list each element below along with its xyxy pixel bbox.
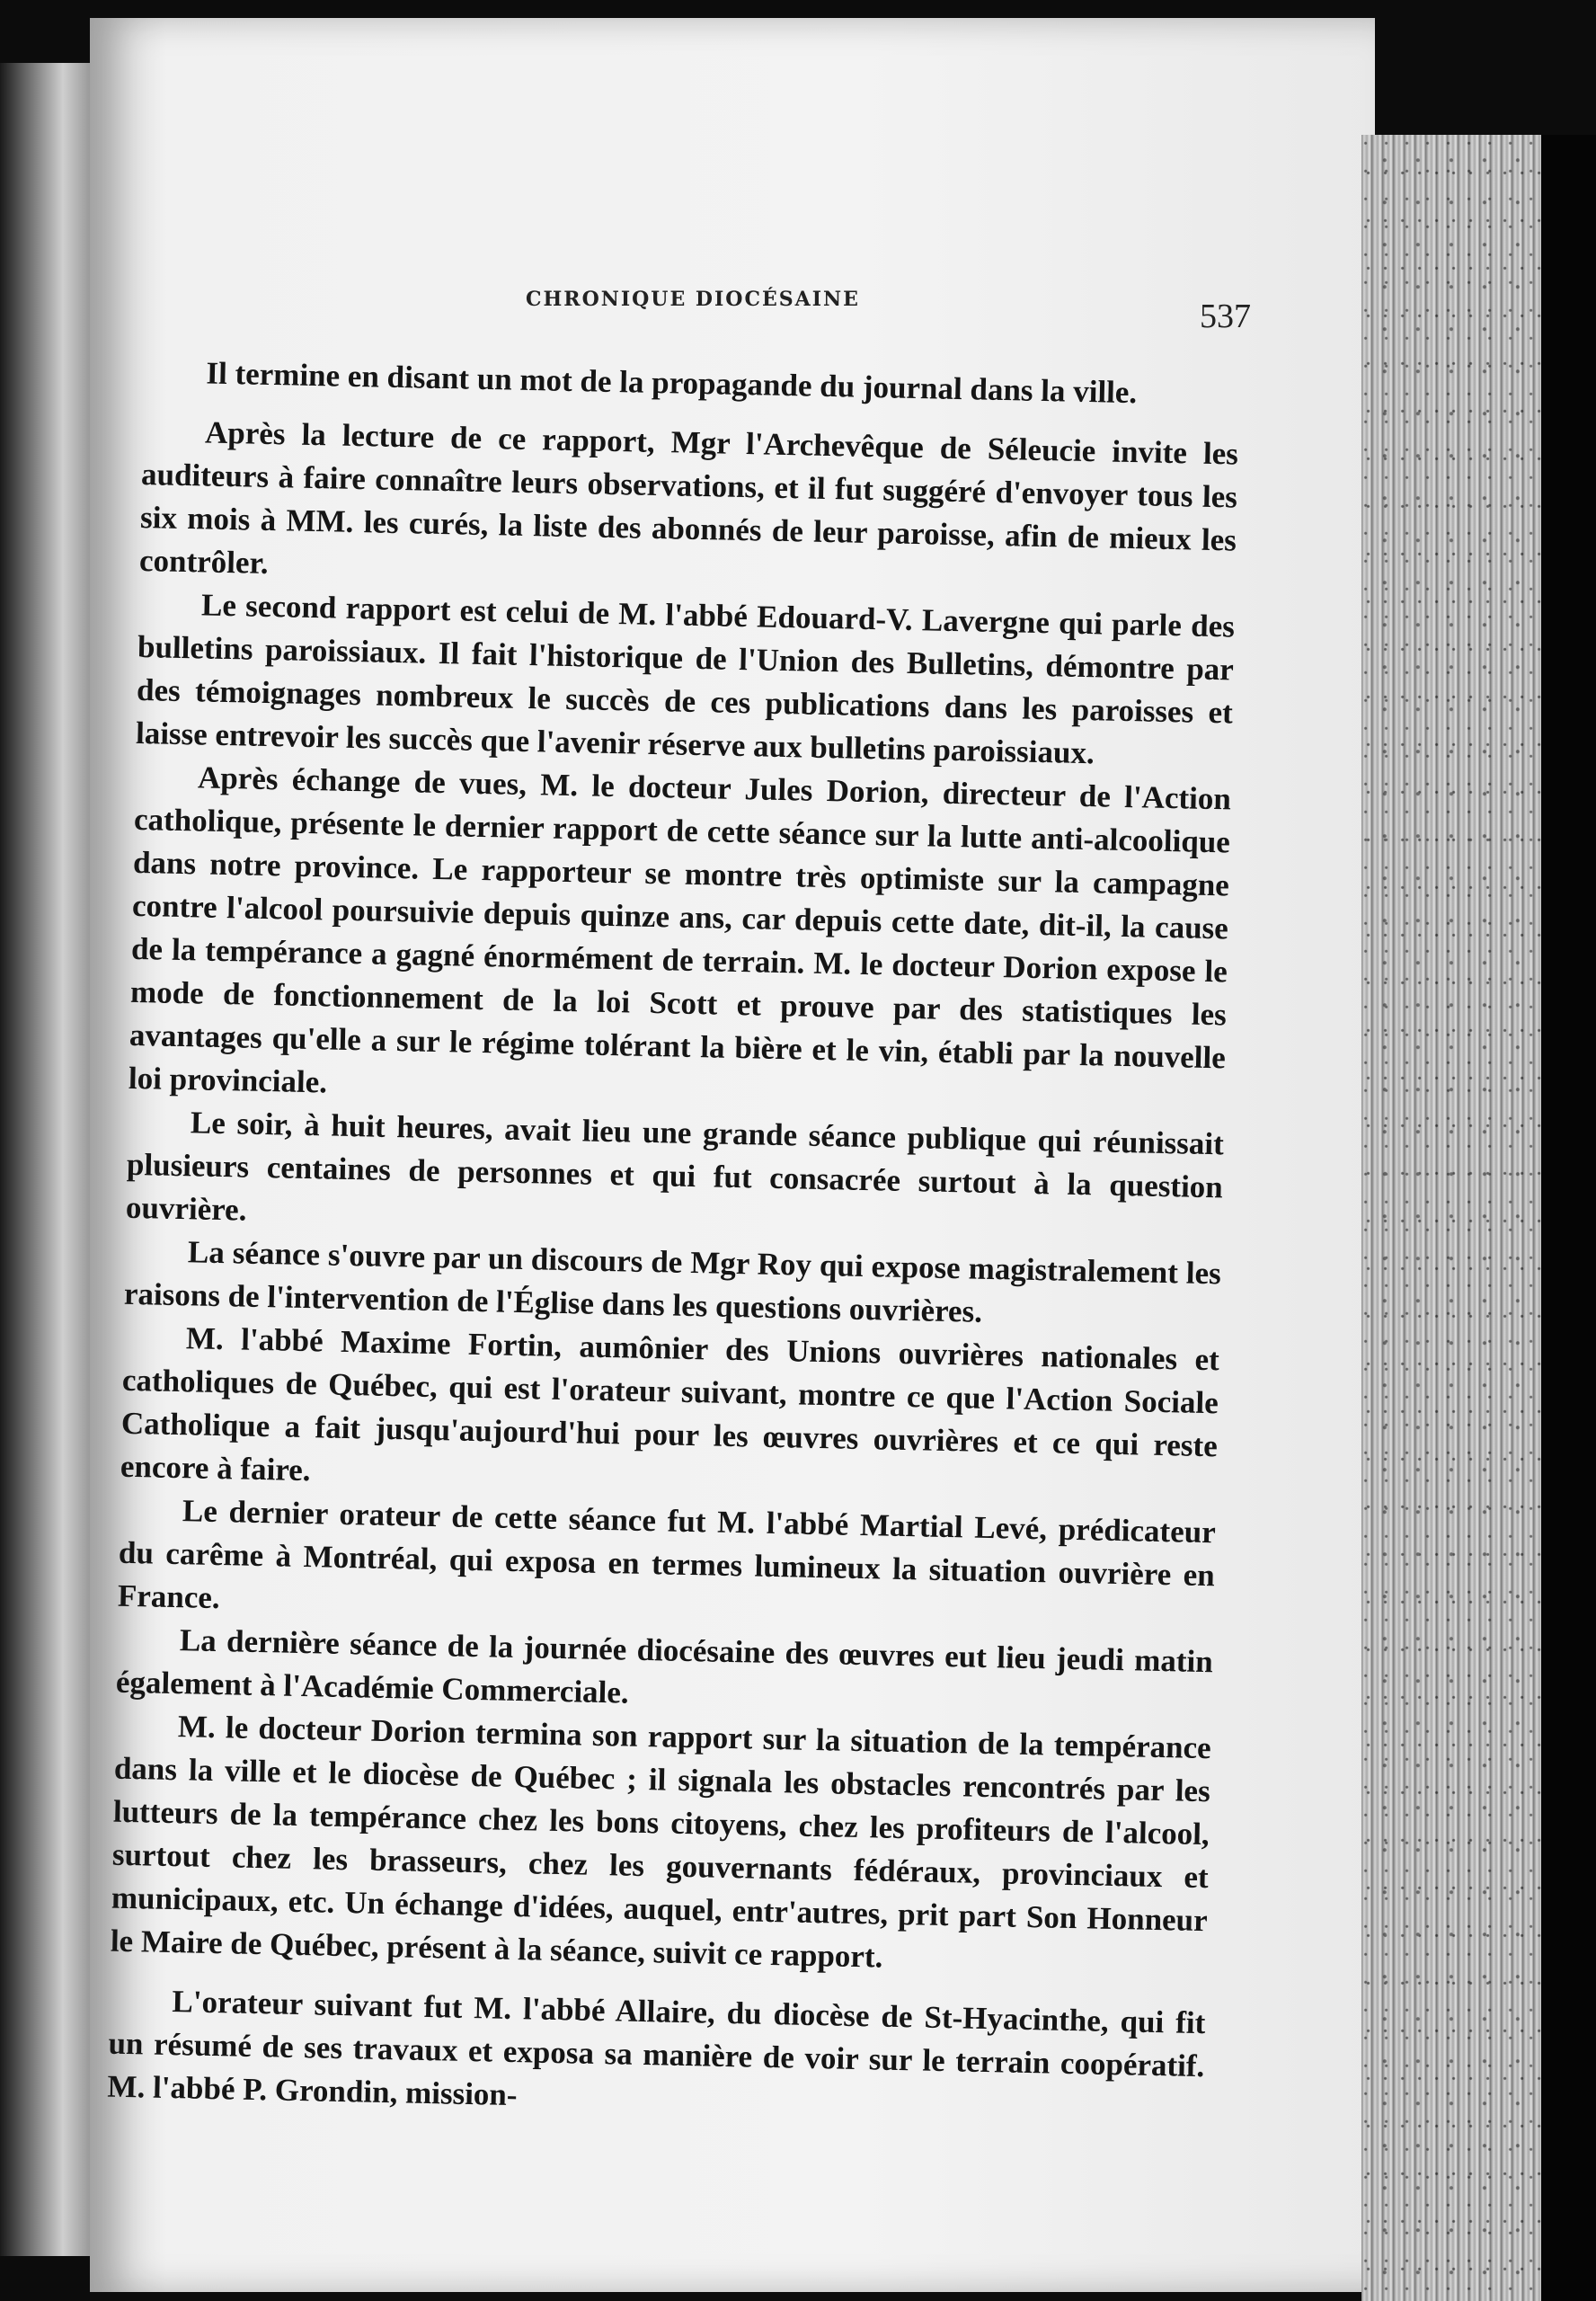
paragraph: Après échange de vues, M. le docteur Jules Dorion, directeur de l'Action catholique, présente le dernier rapport de cette séance sur la lutte anti-alcoolique dans notre province. Le rapporteur se montre très optimiste sur la campagne contre l'alcool poursuivie depuis quinze ans, car depuis cette date, dit-il, la cause de la tempérance a gagné énormément de terrain. M. le docteur Dorion expose le mode de fonctionnement de la loi Scott et prouve par des statistiques les avantages qu'elle a sur le régime tolérant la bière et le vin, établi par la nouvelle loi provinciale. <box>128 760 1232 1100</box>
paragraph: M. le docteur Dorion termina son rapport sur la situation de la tempérance dans la ville et le diocèse de Québec ; il signala les obstacles rencontrés par les lutteurs de la tempérance chez les bons citoyens, chez les profiteurs de l'alcool, surtout chez les brasseurs, chez les gouvernants fédéraux, provinciaux et municipaux, etc. Un échange d'idées, auquel, entr'autres, prit part Son Honneur le Maire de Québec, présent à la séance, suivit ce rapport. <box>110 1709 1212 1975</box>
paragraph: La séance s'ouvre par un discours de Mgr Roy qui expose magistralement les raisons de l'intervention de l'Église dans les questions ouvrières. <box>123 1234 1222 1329</box>
running-title: CHRONIQUE DIOCÉSAINE <box>526 288 860 311</box>
page-number: 537 <box>1200 298 1251 335</box>
paragraph: La dernière séance de la journée diocésaine des œuvres eut lieu jeudi matin également à l'Académie Commerciale. <box>115 1622 1214 1710</box>
paragraph: Le dernier orateur de cette séance fut M. l'abbé Martial Levé, prédicateur du carême à Montréal, qui exposa en termes lumineux la situation ouvrière en France. <box>117 1493 1217 1616</box>
page-stack-edges <box>1361 135 1541 2301</box>
adjacent-page-edge <box>0 63 90 2256</box>
paragraph: L'orateur suivant fut M. l'abbé Allaire, du diocèse de St-Hyacinthe, qui fit un résumé de ses travaux et exposa sa manière de voir sur le terrain coopératif. M. l'abbé P. Grondin, mission- <box>107 1984 1206 2113</box>
paragraph: Après la lecture de ce rapport, Mgr l'Archevêque de Séleucie invite les auditeurs à faire connaître leurs observations, et il fut suggéré d'envoyer tous les six mois à MM. les curés, la liste des abonnés de leur paroisse, afin de mieux les contrôler. <box>138 414 1239 581</box>
paragraph: Il termine en disant un mot de la propagande du journal dans la ville. <box>206 355 1138 411</box>
paragraph: Le soir, à huit heures, avait lieu une grande séance publique qui réunissait plusieurs centaines de personnes et qui fut consacrée surtout à la question ouvrière. <box>125 1105 1225 1228</box>
paragraph: M. l'abbé Maxime Fortin, aumônier des Unions ouvrières nationales et catholiques de Québec, qui est l'orateur suivant, montre ce que l'Action Sociale Catholique a fait jusqu'aujourd'hui pour les œuvres ouvrières et ce qui reste encore à faire. <box>120 1320 1220 1488</box>
paragraph: Le second rapport est celui de M. l'abbé Edouard-V. Lavergne qui parle des bulletins paroissiaux. Il fait l'historique de l'Union des Bulletins, démontre par des témoignages nombreux le succès de ces publications dans les paroisses et laisse entrevoir les succès que l'avenir réserve aux bulletins paroissiaux. <box>135 587 1236 771</box>
page-body <box>107 351 1240 2131</box>
background-margin <box>1541 135 1596 2301</box>
